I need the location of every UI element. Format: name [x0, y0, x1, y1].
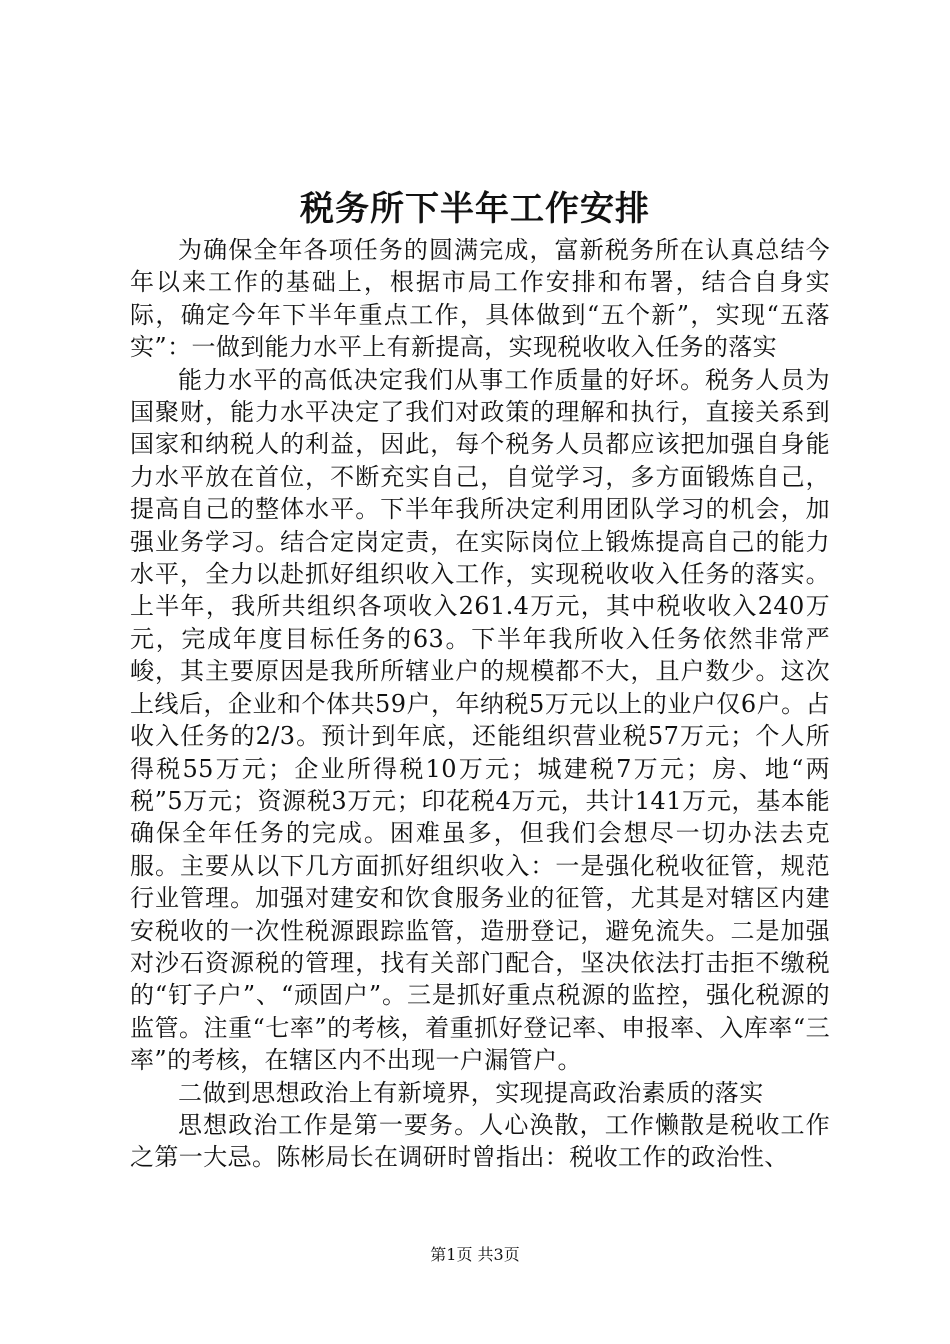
- paragraph-intro: 为确保全年各项任务的圆满完成，富新税务所在认真总结今年以来工作的基础上，根据市局工作安排和布署，结合自身实际，确定今年下半年重点工作，具体做到“五个新”，实现“五落实”：一做到能力水平上有新提高，实现税收收入任务的落实: [130, 236, 830, 362]
- paragraph-politics: 思想政治工作是第一要务。人心涣散，工作懒散是税收工作之第一大忌。陈彬局长在调研时曾指出：税收工作的政治性、: [130, 1110, 830, 1172]
- paragraph-heading-politics: 二做到思想政治上有新境界，实现提高政治素质的落实: [178, 1078, 764, 1107]
- document-title: 税务所下半年工作安排: [300, 189, 650, 229]
- paragraph-ability: 能力水平的高低决定我们从事工作质量的好坏。税务人员为国聚财，能力水平决定了我们对政策的理解和执行，直接关系到国家和纳税人的利益，因此，每个税务人员都应该把加强自身能力水平放在首位，不断充实自己，自觉学习，多方面锻炼自己，提高自己的整体水平。下半年我所决定利用团队学习的机会，加强业务学习。结合定岗定责，在实际岗位上锻炼提高自己的能力水平，全力以赴抓好组织收入工作，实现税收收入任务的落实。上半年，我所共组织各项收入261.4万元，其中税收收入240万元，完成年度目标任务的63。下半年我所收入任务依然非常严峻，其主要原因是我所所辖业户的规模都不大，且户数少。这次上线后，企业和个体共59户，年纳税5万元以上的业户仅6户。占收入任务的2/3。预计到年底，还能组织营业税57万元；个人所得税55万元；企业所得税10万元；城建税7万元；房、地“两税”5万元；资源税3万元；印花税4万元，共计141万元，基本能确保全年任务的完成。困难虽多，但我们会想尽一切办法去克服。主要从以下几方面抓好组织收入：一是强化税收征管，规范行业管理。加强对建安和饮食服务业的征管，尤其是对辖区内建安税收的一次性税源跟踪监管，造册登记，避免流失。二是加强对沙石资源税的管理，找有关部门配合，坚决依法打击拒不缴税的“钉子户”、“顽固户”。三是抓好重点税源的监控，强化税源的监管。注重“七率”的考核，着重抓好登记率、申报率、入库率“三率”的考核，在辖区内不出现一户漏管户。: [130, 365, 830, 1075]
- page-footer: 第1页 共3页: [430, 1245, 520, 1264]
- document-body: [130, 234, 830, 1174]
